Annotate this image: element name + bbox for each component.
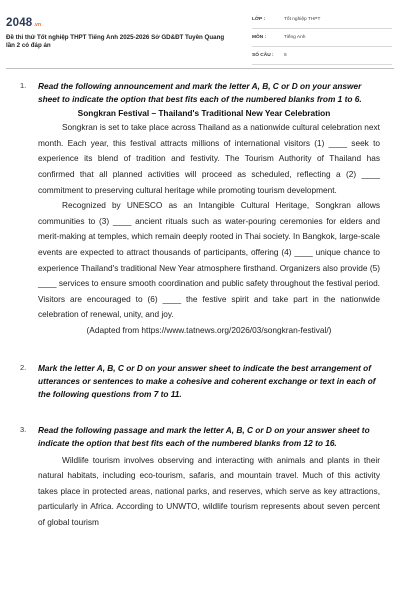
logo-suffix: .vn (33, 22, 42, 28)
meta-row-subject (252, 32, 392, 47)
question-number: 2. (20, 362, 27, 372)
site-logo[interactable] (6, 17, 41, 29)
exam-meta (252, 14, 392, 68)
question-item (0, 362, 400, 402)
meta-row-class (252, 14, 392, 29)
question-item (0, 424, 400, 531)
passage-paragraph: Wildlife tourism involves observing and interacting with animals and plants in their natural habitats, including eco-tourism, safaris, and mountain travel. Much of this activity takes place in protected areas, national parks, and reserves, which serve as key attractions, particularly in Africa. According to UNWTO, wildlife tourism represents about seven percent of global tourism (38, 454, 380, 527)
document-header (0, 0, 400, 64)
question-instruction: Read the following passage and mark the letter A, B, C or D on your answer sheet to indicate the option that best fits each of the numbered blanks from 12 to 16. (38, 424, 370, 449)
meta-label: MÔN : (252, 35, 267, 40)
question-instruction: Read the following announcement and mark the letter A, B, C or D on your answer sheet to indicate the option that best fits each of the numbered blanks from 1 to 6. (38, 81, 362, 105)
passage-paragraph: Songkran is set to take place across Thailand as a nationwide cultural celebration next month. Each year, this festival attracts millions of international visitors (1) ____ seek to experience its blend of tradition and festivity. The Tourism Authority of Thailand has confirmed that all planned activities will proceed as scheduled, reflecting a (2) ____ commitment to preserving cultural heritage while promoting tourism development. (38, 122, 380, 195)
meta-row-question-count (252, 50, 392, 65)
meta-label: LỚP : (252, 17, 266, 22)
header-divider (6, 68, 394, 69)
question-list (0, 80, 400, 531)
meta-value: 6 (284, 53, 287, 58)
meta-value: Tiếng Anh (284, 35, 306, 40)
logo-text: 2048 (6, 17, 33, 29)
question-item (0, 80, 400, 339)
question-number: 1. (20, 81, 27, 90)
question-number: 3. (20, 424, 27, 434)
passage-source: (Adapted from https://www.tatnews.org/2026/03/songkran-festival/) (86, 324, 332, 335)
passage-paragraph: Recognized by UNESCO as an Intangible Cultural Heritage, Songkran allows communities to (3) ____ ancient rituals such as water-pouring ceremonies for elders and merit-making at temples, which remain deeply rooted in Thai society. In Bangkok, large-scale events are expected to attract thousands of participants, offering (4) ____ unique chance to experience Thailand's traditional New Year atmosphere firsthand. Organizers also provide (5) ____ services to ensure smooth coordination and public safety throughout the festival period. Visitors are encouraged to (6) ____ the festive spirit and take part in the nationwide celebration of renewal, unity, and joy. (38, 200, 380, 320)
meta-label: SỐ CÂU : (252, 53, 274, 58)
question-instruction: Mark the letter A, B, C or D on your answer sheet to indicate the best arrangement of utterances or sentences to make a cohesive and coherent exchange or text in each of the following questions from 7 to 11. (38, 362, 376, 400)
meta-value: Tốt nghiệp THPT (284, 17, 321, 22)
exam-title: Đề thi thử Tốt nghiệp THPT Tiếng Anh 2025-2026 Sở GD&ĐT Tuyên Quang lần 2 có đáp án (6, 34, 225, 49)
passage-title: Songkran Festival – Thailand's Traditional New Year Celebration (77, 107, 331, 118)
